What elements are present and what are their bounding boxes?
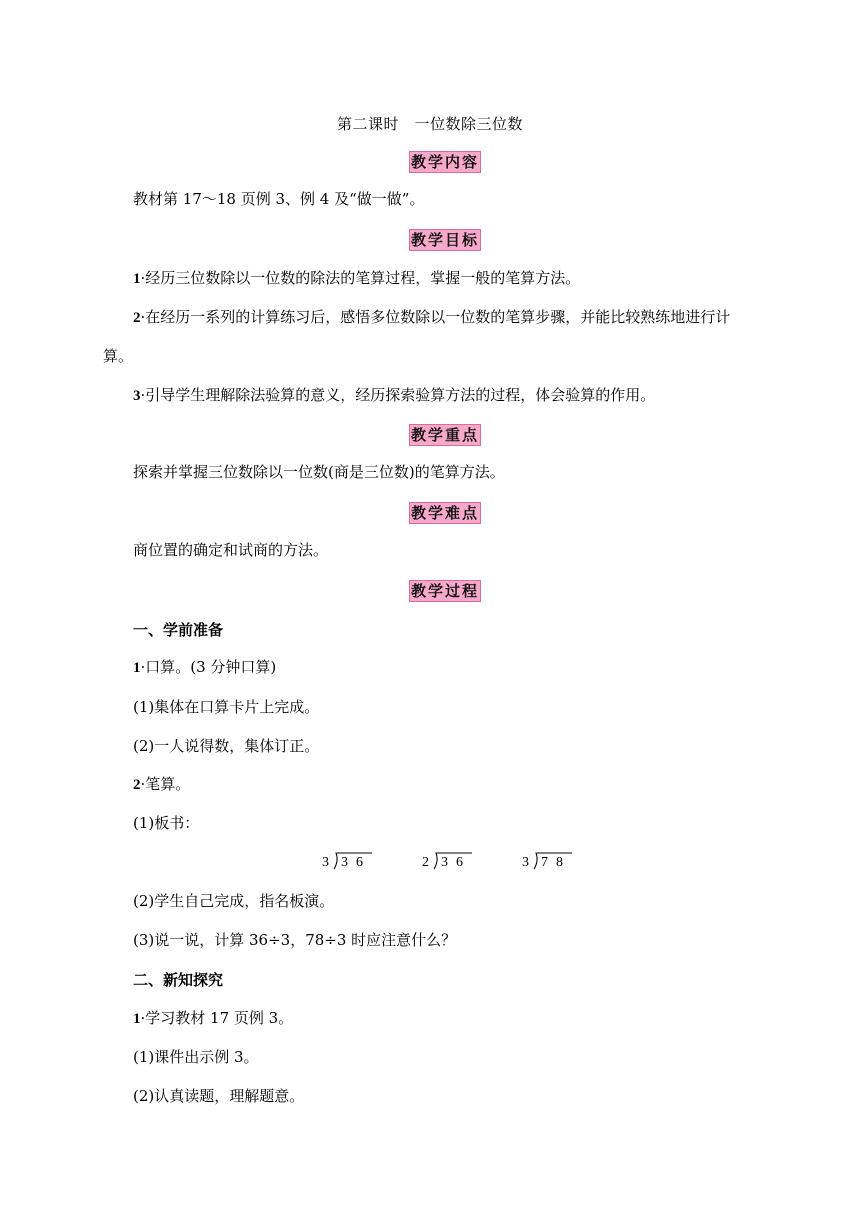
goal-3 [133, 385, 655, 406]
s2-sub-2: (2)认真读题，理解题意。 [133, 1087, 305, 1105]
goal-1-number: 1 [133, 271, 141, 287]
division-2-dividend: 36 [441, 855, 471, 870]
division-3-divisor: 3 [522, 855, 529, 870]
s2-sub-1: (1)课件出示例 3。 [133, 1048, 259, 1066]
s1-sub-4: (2)学生自己完成，指名板演。 [133, 892, 335, 910]
s1-sub-1: (1)集体在口算卡片上完成。 [133, 698, 320, 716]
badge-teaching-goals: 教学目标 [410, 231, 479, 249]
s1-sub-3: (1)板书： [133, 814, 200, 832]
s2-item-1-text: ·学习教材 17 页例 3。 [140, 1009, 294, 1027]
s1-item-1 [133, 657, 276, 678]
division-2-divisor: 2 [422, 855, 429, 870]
s1-item-2 [133, 774, 190, 795]
division-3-dividend: 78 [541, 855, 571, 870]
s2-item-1 [133, 1008, 293, 1029]
goal-2-continued: 算。 [103, 347, 134, 365]
division-1-dividend: 36 [341, 855, 371, 870]
section-1-heading: 一、学前准备 [133, 621, 224, 639]
goal-1-text: ·经历三位数除以一位数的除法的笔算过程，掌握一般的笔算方法。 [140, 269, 581, 287]
s1-item-1-number: 1 [133, 660, 141, 676]
page-title: 第二课时 一位数除三位数 [336, 115, 523, 133]
goal-3-text: ·引导学生理解除法验算的意义，经历探索验算方法的过程，体会验算的作用。 [140, 386, 656, 404]
content-text: 教材第 17～18 页例 3、例 4 及“做一做”。 [133, 190, 425, 208]
s1-sub-2: (2)一人说得数，集体订正。 [133, 737, 320, 755]
s1-item-2-number: 2 [133, 777, 141, 793]
goal-3-number: 3 [133, 388, 141, 404]
division-3 [522, 855, 582, 875]
s1-item-2-text: ·笔算。 [140, 775, 191, 793]
badge-teaching-process: 教学过程 [410, 582, 479, 600]
s1-item-1-text: ·口算。(3 分钟口算) [140, 658, 277, 676]
goal-1 [133, 268, 580, 289]
s2-item-1-number: 1 [133, 1011, 141, 1027]
section-2-heading: 二、新知探究 [133, 971, 224, 989]
difficulty-text: 商位置的确定和试商的方法。 [133, 541, 329, 559]
s1-sub-5: (3)说一说，计算 36÷3，78÷3 时应注意什么？ [133, 931, 457, 949]
badge-teaching-content: 教学内容 [410, 153, 479, 171]
division-1 [322, 855, 382, 875]
division-2 [422, 855, 482, 875]
goal-2-number: 2 [133, 310, 141, 326]
division-1-divisor: 3 [322, 855, 329, 870]
key-text: 探索并掌握三位数除以一位数(商是三位数)的笔算方法。 [133, 463, 505, 481]
badge-teaching-difficulty: 教学难点 [410, 504, 479, 522]
badge-teaching-key: 教学重点 [410, 426, 479, 444]
goal-2 [133, 307, 730, 328]
goal-2-text: ·在经历一系列的计算练习后，感悟多位数除以一位数的笔算步骤，并能比较熟练地进行计 [140, 308, 731, 326]
